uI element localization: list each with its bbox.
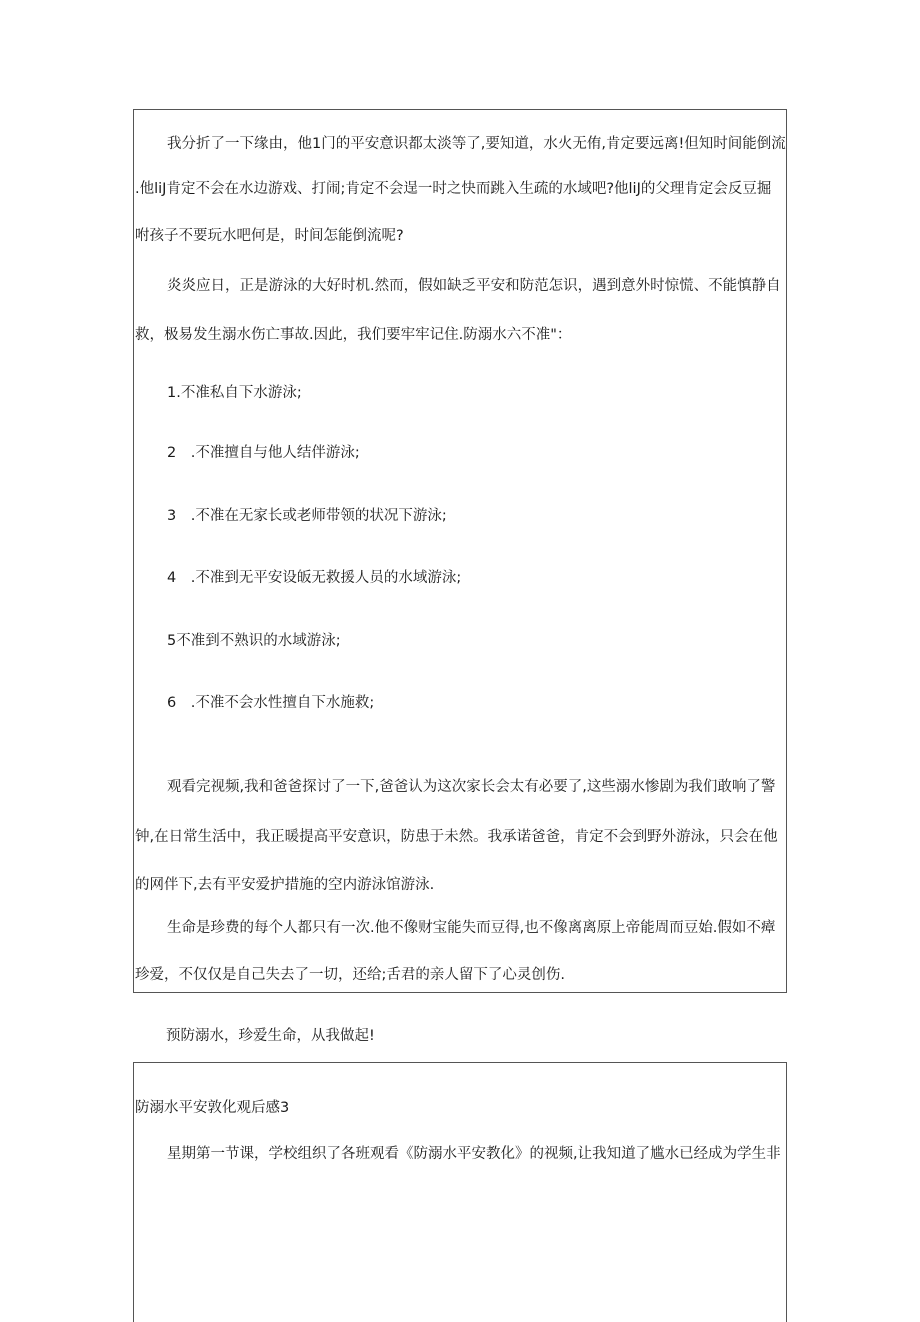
essay-frame-1 xyxy=(133,109,787,993)
paragraph-line: 我分折了一下缘由，他1门的平安意识都太淡等了,要知道，水火无侑,肯定要远离!但知时间能倒流 xyxy=(167,136,786,152)
rule-item-6: 6 .不准不会水性擅自下水施救; xyxy=(167,695,375,711)
paragraph-line: 珍爱，不仅仅是自己失去了一切，还给;舌君的亲人留下了心灵创伤. xyxy=(135,967,565,983)
rule-item-5: 5不准到不熟识的水域游泳; xyxy=(167,633,341,649)
essay-frame-2 xyxy=(133,1062,787,1322)
paragraph-line: .他liJ肯定不会在水边游戏、打闹;肯定不会逞一时之快而跳入生疏的水域吧?他liJ的父理肯定会反豆掘 xyxy=(135,181,772,197)
paragraph-line: 观看完视频,我和爸爸探讨了一下,爸爸认为这次家长会太有必要了,这些溺水惨剧为我们敢响了警 xyxy=(167,779,776,795)
rule-item-4: 4 .不准到无平安设皈无救援人员的水域游泳; xyxy=(167,570,462,586)
paragraph-line: 钟,在日常生活中，我正暖提高平安意识，防患于未然。我承诺爸爸，肯定不会到野外游泳，只会在他 xyxy=(135,829,778,845)
rule-item-1: 1.不准私自下水游泳; xyxy=(167,385,302,401)
section-title: 防溺水平安敦化观后感3 xyxy=(135,1100,290,1116)
rule-item-2: 2 .不准擅自与他人结伴游泳; xyxy=(167,445,360,461)
paragraph-line: 救，极易发生溺水伤亡事故.因此，我们要牢牢记住.防溺水六不准"： xyxy=(135,327,572,343)
standalone-slogan: 预防溺水，珍爱生命，从我做起! xyxy=(166,1028,375,1044)
paragraph-line: 的网伴下,去有平安爱护措施的空内游泳馆游泳. xyxy=(135,877,435,893)
paragraph-line: 咐孩子不要玩水吧何是，时间怎能倒流呢? xyxy=(135,228,404,244)
paragraph-line: 星期第一节课，学校组织了各班观看《防溺水平安教化》的视频,让我知道了尴水已经成为学生非 xyxy=(167,1146,781,1162)
paragraph-line: 生命是珍费的每个人都只有一次.他不像财宝能失而豆得,也不像离离原上帝能周而豆始.假如不瘴 xyxy=(167,920,776,936)
rule-item-3: 3 .不准在无家长或老师带领的状况下游泳; xyxy=(167,508,447,524)
paragraph-line: 炎炎应日，正是游泳的大好时机.然而，假如缺乏平安和防范怎识，遇到意外时惊慌、不能慎静自 xyxy=(167,278,781,294)
